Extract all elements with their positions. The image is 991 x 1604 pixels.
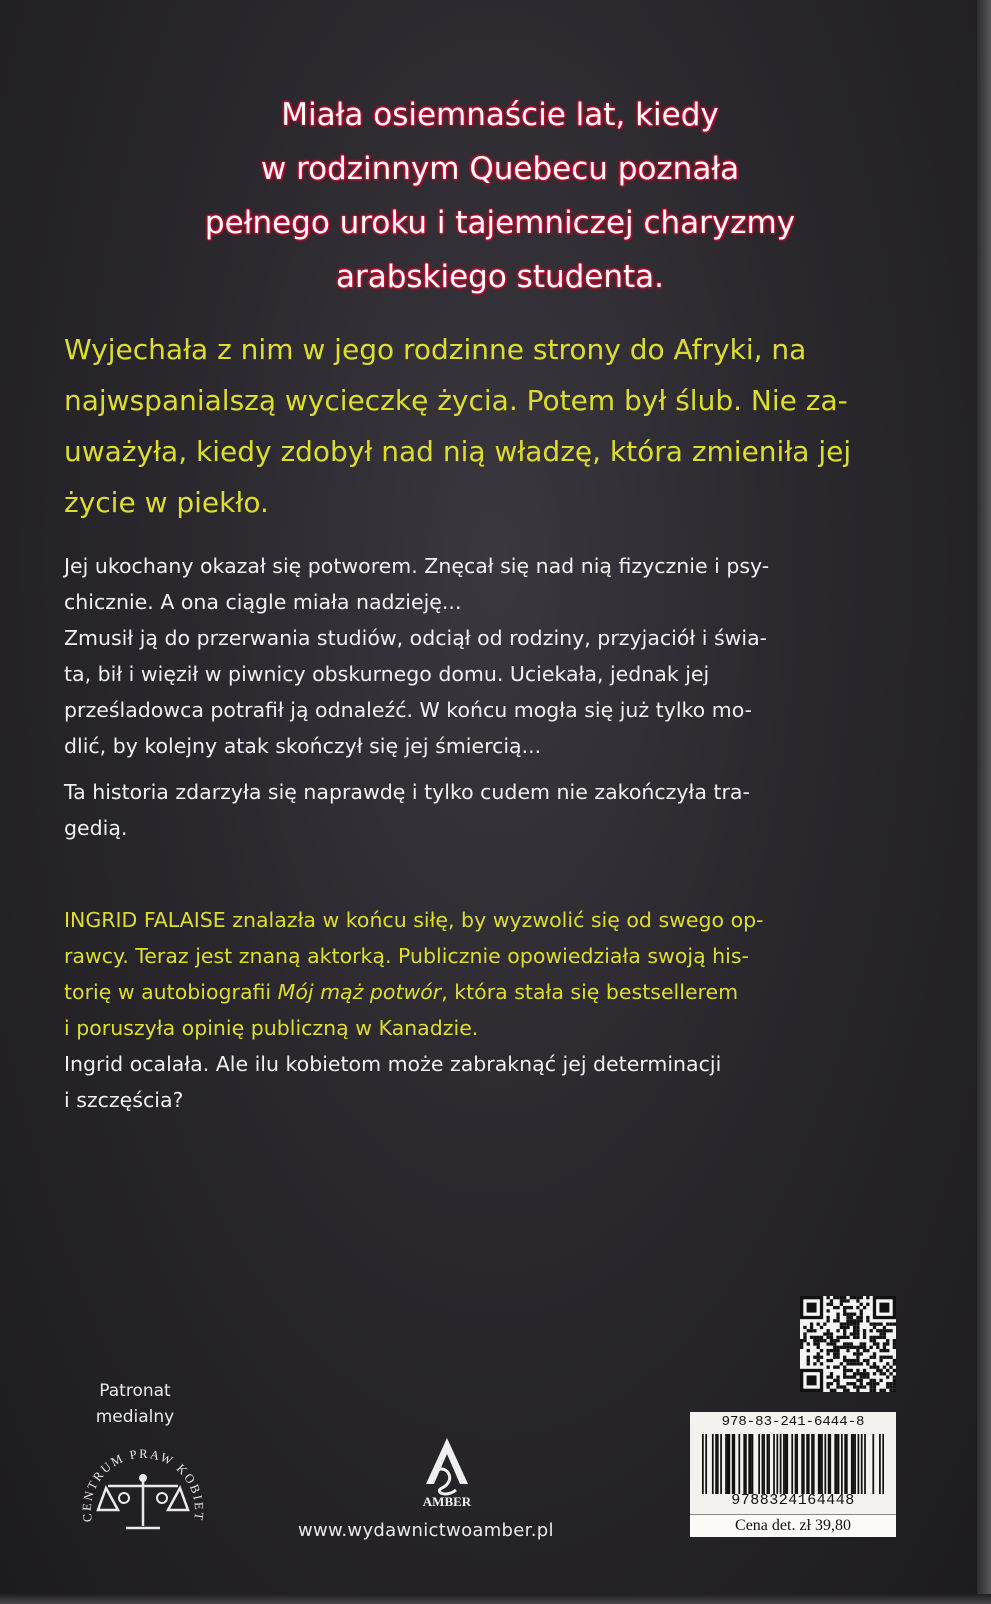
- barcode-label: [690, 1412, 896, 1537]
- body-line: gedią.: [64, 816, 128, 840]
- author-name: INGRID FALAISE: [64, 908, 226, 932]
- book-title: Mój mąż potwór: [277, 980, 442, 1004]
- amber-publisher-logo: [412, 1432, 482, 1510]
- bio-line: i poruszyła opinię publiczną w Kanadzie.: [64, 1016, 479, 1040]
- lead-line: życie w piekło.: [64, 486, 269, 519]
- body-line: dlić, by kolejny atak skończył się jej śmiercią...: [64, 734, 542, 758]
- body-line: Jej ukochany okazał się potworem. Znęcał się nad nią fizycznie i psy-: [64, 554, 770, 578]
- bio-line: rawcy. Teraz jest znaną aktorką. Publicznie opowiedziała swoją his-: [64, 944, 749, 968]
- bio-line: i szczęścia?: [64, 1088, 184, 1112]
- qr-code-icon: [800, 1296, 896, 1392]
- bio-line: [64, 974, 914, 1010]
- patronat-label: medialny: [95, 1407, 175, 1427]
- headline-line: w rodzinnym Quebecu poznała: [260, 151, 740, 187]
- publisher-name: AMBER: [422, 1494, 472, 1509]
- lead-paragraph: [64, 324, 924, 528]
- bio-text: znalazła w końcu siłę, by wyzwolić się od swego op-: [225, 908, 764, 932]
- body-line: Ta historia zdarzyła się naprawdę i tylko cudem nie zakończyła tra-: [64, 780, 750, 804]
- headline-line: arabskiego studenta.: [335, 259, 665, 295]
- paragraph-gap: [64, 764, 914, 774]
- isbn-number: 978-83-241-6444-8: [721, 1414, 865, 1430]
- body-line: chicznie. A ona ciągle miała nadzieję...: [64, 590, 462, 614]
- cover-edge-bottom: [0, 1594, 991, 1604]
- media-patronage: [80, 1378, 190, 1430]
- price-label: Cena det. zł 39,80: [690, 1514, 896, 1537]
- bio-line: [64, 902, 914, 938]
- bio-text: , która stała się bestsellerem: [441, 980, 739, 1004]
- bio-line: Ingrid ocalała. Ale ilu kobietom może zabraknąć jej determinacji: [64, 1052, 722, 1076]
- lead-line: uważyła, kiedy zdobył nad nią władzę, która zmieniła jej: [64, 435, 852, 468]
- headline: [60, 88, 940, 304]
- publisher-website: www.wydawnictwoamber.pl: [298, 1520, 554, 1541]
- body-line: ta, bił i więził w piwnicy obskurnego domu. Uciekała, jednak jej: [64, 662, 710, 686]
- author-bio: [64, 902, 914, 1118]
- barcode-icon: [702, 1434, 884, 1494]
- lead-line: najwspanialszą wycieczkę życia. Potem był ślub. Nie za-: [64, 384, 848, 417]
- body-line: prześladowca potrafił ją odnaleźć. W końcu mogła się już tylko mo-: [64, 698, 753, 722]
- ean-number: 9788324164448: [731, 1492, 855, 1509]
- headline-line: pełnego uroku i tajemniczej charyzmy: [204, 205, 796, 241]
- bio-text: torię w autobiografii: [64, 980, 278, 1004]
- body-text: [64, 548, 914, 846]
- centrum-praw-kobiet-seal-icon: [78, 1428, 208, 1546]
- patronat-label: Patronat: [99, 1381, 171, 1401]
- body-line: Zmusił ją do przerwania studiów, odciął od rodziny, przyjaciół i świa-: [64, 626, 768, 650]
- lead-line: Wyjechała z nim w jego rodzinne strony do Afryki, na: [64, 333, 807, 366]
- seal-text: CENTRUM PRAW KOBIET: [79, 1446, 207, 1523]
- headline-line: Miała osiemnaście lat, kiedy: [281, 97, 719, 133]
- cover-edge-right: [977, 0, 991, 1604]
